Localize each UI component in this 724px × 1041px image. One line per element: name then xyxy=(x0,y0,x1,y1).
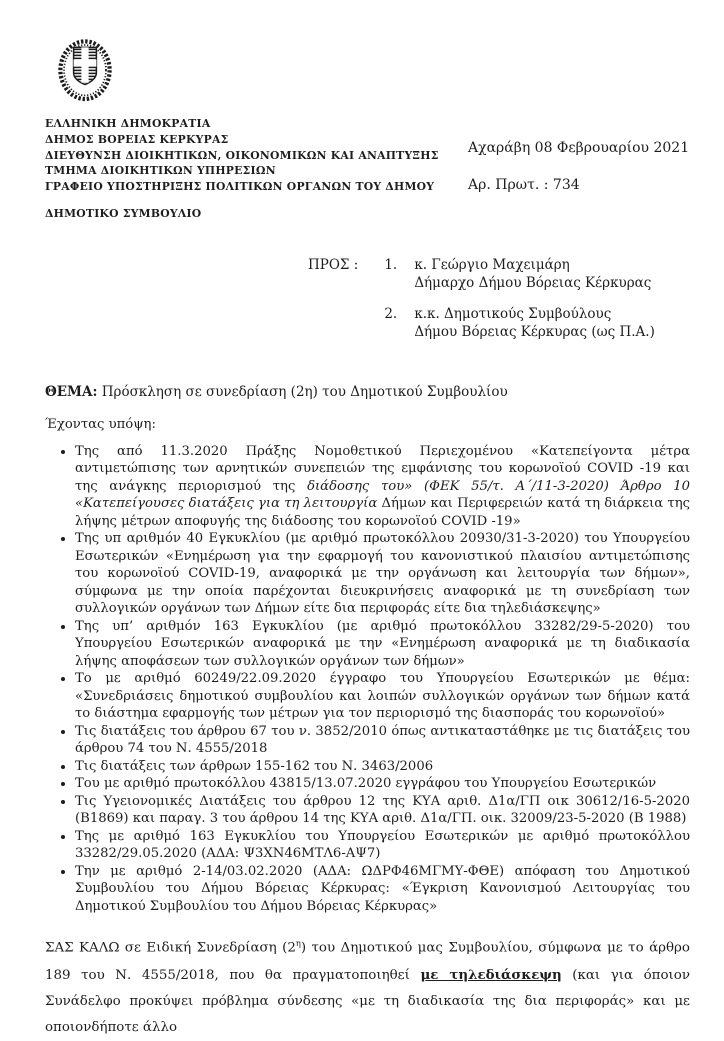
place-date: Αχαράβη 08 Φεβρουαρίου 2021 xyxy=(468,140,690,156)
recipients-label: ΠΡΟΣ : xyxy=(308,256,359,273)
text-segment: Της υπ αριθμόν 40 Εγκυκλίου (με αριθμό πρωτοκόλλου 20930/31-3-2020) του Υπουργείου Εσωτερικών «Ενημέρωση για την εφαρμογή του κανονιστικού πλαισίου αντιμετώπισης του κορωνοϊού COVID-19, αναφορικά με την οργάνωση και λειτουργία των δήμων», σύμφωνα με την οποία παρέχονται διευκρινήσεις αναφορικά με τη συνεδρίαση των συλλογικών οργάνων των Δήμων είτε δια περιφοράς είτε δια τηλεδιάσκεψης» xyxy=(75,531,690,617)
recipient-name: κ.κ. Δημοτικούς Συμβούλους xyxy=(414,305,612,322)
recipient-item xyxy=(384,305,655,341)
council-label: ΔΗΜΟΤΙΚΟ ΣΥΜΒΟΥΛΙΟ xyxy=(45,206,202,220)
text-segment: Του με αριθμό πρωτοκόλλου 43815/13.07.2020 εγγράφου του Υπουργείου Εσωτερικών xyxy=(75,776,657,792)
closing-paragraph xyxy=(45,930,690,1040)
consideration-item xyxy=(75,670,690,723)
recipient-name: κ. Γεώργιο Μαχειμάρη xyxy=(414,256,570,273)
consideration-item xyxy=(75,723,690,758)
subject-text: Πρόσκληση σε συνεδρίαση (2η) του Δημοτικού Συμβουλίου xyxy=(101,383,508,400)
greek-national-emblem-icon xyxy=(55,36,115,108)
org-line-republic: ΕΛΛΗΝΙΚΗ ΔΗΜΟΚΡΑΤΙΑ xyxy=(45,117,211,130)
consideration-item xyxy=(75,618,690,671)
text-segment: Της με αριθμό 163 Εγκυκλίου του Υπουργείου Εσωτερικών με αριθμό πρωτοκόλλου 33282/29.05.2020 (ΑΔΑ: Ψ3ΧΝ46ΜΤΛ6-ΑΨ7) xyxy=(75,828,690,862)
consideration-item xyxy=(75,530,690,618)
text-segment: Την με αριθμό 2-14/03.02.2020 (ΑΔΑ: ΩΔΡΦ46ΜΓΜΥ-ΦΘΕ) απόφαση του Δημοτικού Συμβουλίου του Δήμου Βόρειας Κέρκυρας: «Έγκριση Κανονισμού Λειτουργίας του Δημοτικού Συμβουλίου του Δήμου Βόρειας Κέρκυρας» xyxy=(75,863,690,914)
consideration-item xyxy=(75,443,690,531)
text-segment: Της από 11.3.2020 Πράξης Νομοθετικού Περιεχομένου «Κατεπείγοντα μέτρα αντιμετώπισης των αρνητικών συνεπειών της εμφάνισης του κορωνοϊού COVID -19 και της ανάγκης περιορισμού της xyxy=(75,443,690,494)
subject-label: ΘΕΜΑ: xyxy=(45,383,98,400)
recipient-title: Δήμαρχο Δήμου Βόρειας Κέρκυρας xyxy=(414,274,652,291)
text-segment: ΣΑΣ ΚΑΛΩ σε Ειδική Συνεδρίαση (2 xyxy=(45,940,296,956)
org-line-office: ΓΡΑΦΕΙΟ ΥΠΟΣΤΗΡΙΞΗΣ ΠΟΛΙΤΙΚΩΝ ΟΡΓΑΝΩΝ ΤΟΥ ΔΗΜΟΥ xyxy=(45,180,435,194)
org-line-municipality: ΔΗΜΟΣ ΒΟΡΕΙΑΣ ΚΕΡΚΥΡΑΣ xyxy=(45,132,229,146)
consideration-item xyxy=(75,793,690,828)
recipients-list xyxy=(384,256,655,354)
recipient-item xyxy=(384,256,655,292)
consideration-item xyxy=(75,863,690,916)
consideration-item xyxy=(75,758,690,776)
recipient-number: 1. xyxy=(384,256,398,273)
recipient-number: 2. xyxy=(384,305,398,322)
text-segment: Της υπ’ αριθμόν 163 Εγκυκλίου (με αριθμό πρωτοκόλλου 33282/29-5-2020) του Υπουργείου Εσωτερικών αναφορικά με την «Ενημέρωση αναφορικά με τη διαδικασία λήψης αποφάσεων των συλλογικών οργάνων των δήμων» xyxy=(75,618,690,669)
text-segment: η xyxy=(295,938,301,949)
subject-line xyxy=(45,384,690,400)
recipients-block xyxy=(308,256,690,354)
text-segment: Τις Υγειονομικές Διατάξεις του άρθρου 12 της ΚΥΑ αριθ. Δ1α/ΓΠ οικ 30612/16-5-2020 (Β1869) και παραγ. 3 του άρθρου 14 της ΚΥΑ αριθ. Δ1α/ΓΠ. οικ. 32009/23-5-2020 (Β 1988) xyxy=(75,793,690,827)
text-segment: με τηλεδιάσκεψη xyxy=(420,966,562,983)
text-segment: ) του Δημοτικού μας Συμβουλίου, σύμφωνα με το άρθρο 189 του Ν. 4555/2018, που θα πραγματοποιηθεί xyxy=(45,940,690,983)
recipient-text xyxy=(414,256,651,292)
consideration-item xyxy=(75,775,690,793)
date-protocol-block xyxy=(468,140,689,193)
consideration-item xyxy=(75,828,690,863)
text-segment: διάδοσης του» (ΦΕΚ 55/τ. Α΄/11-3-2020) Άρθρο 10 «Κατεπείγουσες διατάξεις για τη λειτουργία xyxy=(75,478,690,512)
recipient-title: Δήμου Βόρειας Κέρκυρας (ως Π.Α.) xyxy=(414,323,655,340)
text-segment: Τις διατάξεις των άρθρων 155-162 του Ν. 3463/2006 xyxy=(75,758,434,774)
org-line-department: ΤΜΗΜΑ ΔΙΟΙΚΗΤΙΚΩΝ ΥΠΗΡΕΣΙΩΝ xyxy=(45,164,276,178)
text-segment: Το με αριθμό 60249/22.09.2020 έγγραφο του Υπουργείου Εσωτερικών με θέμα: «Συνεδριάσεις δημοτικού συμβουλίου και λοιπών συλλογικών οργάνων των δήμων κατά το διάστημα εφαρμογής των μέτρων για τον περιορισμό της διασποράς του κορωνοϊού» xyxy=(75,671,690,722)
text-segment: Δήμων και Περιφερειών κατά τη διάρκεια της λήψης μέτρων αποφυγής της διάδοσης του κορωνοϊού COVID -19» xyxy=(75,496,690,529)
preamble: Έχοντας υπόψη: xyxy=(45,416,156,432)
text-segment: Τις διατάξεις του άρθρου 67 του ν. 3852/2010 όπως αντικαταστάθηκε με τις διατάξεις του άρθρου 74 του Ν. 4555/2018 xyxy=(75,723,690,757)
text-segment: (και για όποιον Συνάδελφο προκύψει πρόβλημα σύνδεσης «με τη διαδικασία της δια περιφοράς» και με οποιονδήποτε άλλο xyxy=(45,967,690,1035)
recipient-text xyxy=(414,305,655,341)
protocol-number: Αρ. Πρωτ. : 734 xyxy=(468,177,580,193)
considerations-list xyxy=(45,443,690,916)
org-line-directorate: ΔΙΕΥΘΥΝΣΗ ΔΙΟΙΚΗΤΙΚΩΝ, ΟΙΚΟΝΟΜΙΚΩΝ ΚΑΙ ΑΝΑΠΤΥΞΗΣ xyxy=(45,148,439,162)
